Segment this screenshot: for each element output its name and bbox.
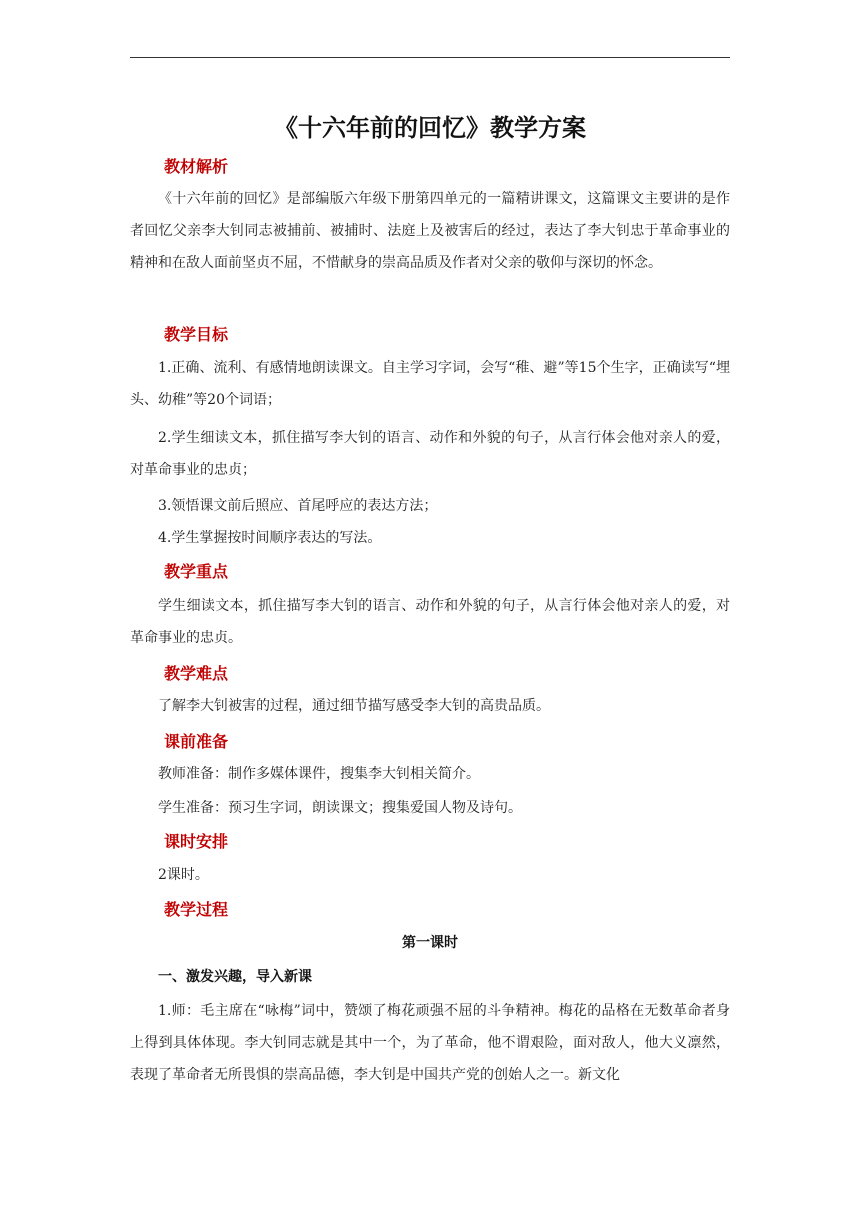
goal-item-1: 1.正确、流利、有感情地朗读课文。自主学习字词，会写“稚、避”等15个生字，正确读写“埋头、幼稚”等20个词语；: [130, 360, 730, 408]
difficulties-paragraph: 了解李大钊被害的过程，通过细节描写感受李大钊的高贵品质。: [158, 698, 550, 714]
student-preparation: 学生准备：预习生字词，朗读课文；搜集爱国人物及诗句。: [158, 800, 522, 816]
teacher-preparation: 教师准备：制作多媒体课件，搜集李大钊相关简介。: [158, 766, 480, 782]
section-heading-key-points: 教学重点: [164, 562, 229, 581]
section-heading-difficulties: 教学难点: [164, 664, 229, 683]
lesson-title: 第一课时: [402, 935, 458, 951]
section-heading-preparation: 课前准备: [164, 732, 229, 751]
section-heading-process: 教学过程: [164, 900, 229, 919]
step-heading: 一、激发兴趣，导入新课: [158, 969, 312, 985]
section-heading-analysis: 教材解析: [164, 157, 229, 176]
step-paragraph: 1.师：毛主席在“咏梅”词中，赞颂了梅花顽强不屈的斗争精神。梅花的品格在无数革命者身上得到具体体现。李大钊同志就是其中一个，为了革命，他不谓艰险，面对敌人，他大义凛然，表现了革命者无所畏惧的崇高品德，李大钊是中国共产党的创始人之一。新文化: [130, 1003, 730, 1083]
page-title: 《十六年前的回忆》教学方案: [274, 114, 586, 142]
analysis-paragraph: 《十六年前的回忆》是部编版六年级下册第四单元的一篇精讲课文，这篇课文主要讲的是作者回忆父亲李大钊同志被捕前、被捕时、法庭上及被害后的经过，表达了李大钊忠于革命事业的精神和在敌人面前坚贞不屈，不惜献身的崇高品质及作者对父亲的敬仰与深切的怀念。: [130, 191, 730, 271]
section-heading-goals: 教学目标: [164, 325, 229, 344]
schedule-paragraph: 2课时。: [158, 867, 209, 883]
goal-item-2: 2.学生细读文本，抓住描写李大钊的语言、动作和外貌的句子，从言行体会他对亲人的爱，对革命事业的忠贞；: [130, 430, 730, 478]
goal-item-4: 4.学生掌握按时间顺序表达的写法。: [158, 530, 382, 546]
section-heading-schedule: 课时安排: [164, 832, 229, 851]
goal-item-3: 3.领悟课文前后照应、首尾呼应的表达方法；: [158, 498, 438, 514]
key-points-paragraph: 学生细读文本，抓住描写李大钊的语言、动作和外貌的句子，从言行体会他对亲人的爱，对革命事业的忠贞。: [130, 598, 730, 646]
header-rule: [130, 57, 730, 58]
